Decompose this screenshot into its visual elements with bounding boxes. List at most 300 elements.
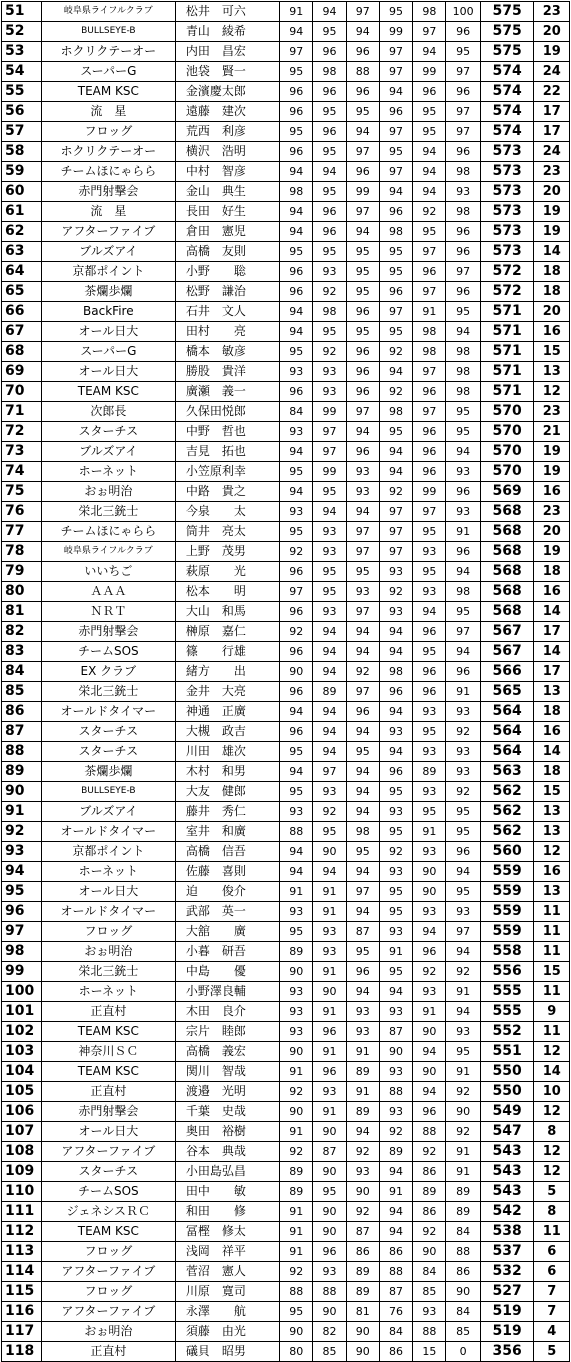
table-row (2, 742, 570, 762)
rank-cell: 52 (2, 22, 42, 42)
series-score-cell: 96 (313, 202, 346, 222)
table-row (2, 442, 570, 462)
series-score-cell: 94 (346, 902, 379, 922)
rank-cell: 69 (2, 362, 42, 382)
series-score-cell: 97 (346, 402, 379, 422)
table-row (2, 322, 570, 342)
series-score-cell: 87 (379, 1022, 412, 1042)
series-score-cell: 91 (413, 822, 446, 842)
shooter-name-cell: 神通 正廣 (175, 702, 279, 722)
inner-ten-count-cell: 11 (534, 922, 570, 942)
shooter-name-cell: 池袋 賢一 (175, 62, 279, 82)
rank-cell: 72 (2, 422, 42, 442)
series-score-cell: 93 (413, 842, 446, 862)
inner-ten-count-cell: 12 (534, 842, 570, 862)
table-row (2, 682, 570, 702)
series-score-cell: 92 (413, 1142, 446, 1162)
inner-ten-count-cell: 13 (534, 882, 570, 902)
inner-ten-count-cell: 13 (534, 822, 570, 842)
series-score-cell: 97 (379, 502, 412, 522)
series-score-cell: 95 (379, 142, 412, 162)
series-score-cell: 86 (446, 1262, 480, 1282)
club-cell: ブルズアイ (41, 442, 175, 462)
series-score-cell: 92 (413, 1222, 446, 1242)
series-score-cell: 91 (446, 982, 480, 1002)
rank-cell: 78 (2, 542, 42, 562)
series-score-cell: 89 (313, 682, 346, 702)
total-score-cell: 571 (480, 322, 534, 342)
series-score-cell: 96 (413, 462, 446, 482)
series-score-cell: 93 (413, 742, 446, 762)
table-row (2, 362, 570, 382)
series-score-cell: 91 (280, 1242, 313, 1262)
rank-cell: 61 (2, 202, 42, 222)
series-score-cell: 92 (379, 342, 412, 362)
series-score-cell: 93 (313, 602, 346, 622)
series-score-cell: 94 (280, 22, 313, 42)
table-row (2, 962, 570, 982)
series-score-cell: 96 (413, 682, 446, 702)
rank-cell: 56 (2, 102, 42, 122)
series-score-cell: 95 (379, 822, 412, 842)
table-row (2, 602, 570, 622)
series-score-cell: 89 (346, 1262, 379, 1282)
series-score-cell: 91 (280, 1202, 313, 1222)
series-score-cell: 97 (379, 162, 412, 182)
series-score-cell: 89 (346, 1282, 379, 1302)
rank-cell: 86 (2, 702, 42, 722)
series-score-cell: 93 (446, 462, 480, 482)
series-score-cell: 94 (413, 162, 446, 182)
total-score-cell: 550 (480, 1082, 534, 1102)
rank-cell: 68 (2, 342, 42, 362)
series-score-cell: 90 (313, 1162, 346, 1182)
series-score-cell: 94 (280, 222, 313, 242)
series-score-cell: 90 (313, 982, 346, 1002)
series-score-cell: 86 (379, 1242, 412, 1262)
table-row (2, 1302, 570, 1322)
total-score-cell: 547 (480, 1122, 534, 1142)
rank-cell: 104 (2, 1062, 42, 1082)
total-score-cell: 572 (480, 262, 534, 282)
series-score-cell: 92 (346, 1202, 379, 1222)
series-score-cell: 94 (379, 182, 412, 202)
inner-ten-count-cell: 13 (534, 802, 570, 822)
series-score-cell: 93 (413, 702, 446, 722)
series-score-cell: 76 (379, 1302, 412, 1322)
table-row (2, 522, 570, 542)
series-score-cell: 89 (446, 1202, 480, 1222)
series-score-cell: 96 (413, 382, 446, 402)
total-score-cell: 567 (480, 642, 534, 662)
series-score-cell: 93 (280, 982, 313, 1002)
series-score-cell: 90 (413, 862, 446, 882)
series-score-cell: 94 (280, 442, 313, 462)
rank-cell: 65 (2, 282, 42, 302)
rank-cell: 87 (2, 722, 42, 742)
shooter-name-cell: 木村 和男 (175, 762, 279, 782)
inner-ten-count-cell: 23 (534, 502, 570, 522)
rank-cell: 57 (2, 122, 42, 142)
series-score-cell: 96 (346, 382, 379, 402)
series-score-cell: 95 (413, 522, 446, 542)
shooter-name-cell: 横沢 浩明 (175, 142, 279, 162)
series-score-cell: 93 (346, 1002, 379, 1022)
series-score-cell: 94 (446, 642, 480, 662)
club-cell: ホクリクテーオー (41, 142, 175, 162)
shooter-name-cell: 大山 和馬 (175, 602, 279, 622)
inner-ten-count-cell: 20 (534, 522, 570, 542)
club-cell: 正直村 (41, 1002, 175, 1022)
inner-ten-count-cell: 19 (534, 42, 570, 62)
club-cell: チームほにゃらら (41, 162, 175, 182)
series-score-cell: 96 (446, 842, 480, 862)
series-score-cell: 94 (313, 162, 346, 182)
club-cell: 岐阜県ライフルクラブ (41, 542, 175, 562)
series-score-cell: 94 (280, 322, 313, 342)
series-score-cell: 93 (446, 502, 480, 522)
table-row (2, 102, 570, 122)
series-score-cell: 90 (313, 1302, 346, 1322)
series-score-cell: 92 (446, 722, 480, 742)
rank-cell: 96 (2, 902, 42, 922)
series-score-cell: 15 (413, 1342, 446, 1362)
series-score-cell: 97 (413, 402, 446, 422)
series-score-cell: 98 (446, 342, 480, 362)
table-row (2, 162, 570, 182)
series-score-cell: 94 (379, 742, 412, 762)
table-row (2, 942, 570, 962)
rank-cell: 55 (2, 82, 42, 102)
series-score-cell: 94 (379, 362, 412, 382)
series-score-cell: 95 (313, 142, 346, 162)
series-score-cell: 93 (379, 802, 412, 822)
table-row (2, 782, 570, 802)
shooter-name-cell: 田中 敏 (175, 1182, 279, 1202)
series-score-cell: 95 (379, 782, 412, 802)
series-score-cell: 94 (346, 122, 379, 142)
total-score-cell: 574 (480, 122, 534, 142)
inner-ten-count-cell: 12 (534, 1162, 570, 1182)
series-score-cell: 94 (379, 642, 412, 662)
series-score-cell: 96 (379, 102, 412, 122)
series-score-cell: 95 (379, 902, 412, 922)
series-score-cell: 96 (313, 1242, 346, 1262)
table-row (2, 762, 570, 782)
table-row (2, 842, 570, 862)
series-score-cell: 92 (313, 342, 346, 362)
series-score-cell: 95 (446, 602, 480, 622)
series-score-cell: 95 (280, 922, 313, 942)
rank-cell: 54 (2, 62, 42, 82)
club-cell: チームSOS (41, 642, 175, 662)
series-score-cell: 97 (446, 622, 480, 642)
series-score-cell: 93 (313, 782, 346, 802)
series-score-cell: 95 (379, 2, 412, 22)
rank-cell: 105 (2, 1082, 42, 1102)
series-score-cell: 97 (413, 242, 446, 262)
series-score-cell: 93 (413, 902, 446, 922)
total-score-cell: 356 (480, 1342, 534, 1362)
series-score-cell: 93 (379, 1002, 412, 1022)
series-score-cell: 96 (446, 542, 480, 562)
club-cell: 京都ポイント (41, 842, 175, 862)
series-score-cell: 88 (313, 1282, 346, 1302)
series-score-cell: 94 (379, 1162, 412, 1182)
table-row (2, 462, 570, 482)
club-cell: スターチス (41, 742, 175, 762)
series-score-cell: 94 (379, 702, 412, 722)
table-row (2, 982, 570, 1002)
series-score-cell: 93 (313, 262, 346, 282)
series-score-cell: 92 (379, 582, 412, 602)
total-score-cell: 562 (480, 822, 534, 842)
table-row (2, 122, 570, 142)
series-score-cell: 95 (313, 562, 346, 582)
series-score-cell: 95 (280, 522, 313, 542)
series-score-cell: 90 (280, 962, 313, 982)
total-score-cell: 559 (480, 862, 534, 882)
series-score-cell: 93 (413, 582, 446, 602)
inner-ten-count-cell: 6 (534, 1262, 570, 1282)
shooter-name-cell: 橋本 敏彦 (175, 342, 279, 362)
series-score-cell: 94 (413, 1042, 446, 1062)
club-cell: スターチス (41, 1162, 175, 1182)
inner-ten-count-cell: 17 (534, 122, 570, 142)
shooter-name-cell: 千葉 史哉 (175, 1102, 279, 1122)
series-score-cell: 96 (280, 262, 313, 282)
table-row (2, 1342, 570, 1362)
club-cell: ホーネット (41, 462, 175, 482)
inner-ten-count-cell: 6 (534, 1242, 570, 1262)
series-score-cell: 84 (413, 1262, 446, 1282)
series-score-cell: 99 (379, 22, 412, 42)
series-score-cell: 94 (346, 982, 379, 1002)
series-score-cell: 86 (413, 1202, 446, 1222)
inner-ten-count-cell: 22 (534, 82, 570, 102)
series-score-cell: 93 (446, 182, 480, 202)
series-score-cell: 95 (379, 242, 412, 262)
rank-cell: 76 (2, 502, 42, 522)
series-score-cell: 97 (446, 922, 480, 942)
series-score-cell: 94 (413, 602, 446, 622)
series-score-cell: 90 (446, 1102, 480, 1122)
rank-cell: 71 (2, 402, 42, 422)
total-score-cell: 573 (480, 182, 534, 202)
series-score-cell: 94 (313, 2, 346, 22)
series-score-cell: 93 (346, 482, 379, 502)
inner-ten-count-cell: 21 (534, 422, 570, 442)
inner-ten-count-cell: 7 (534, 1282, 570, 1302)
series-score-cell: 90 (346, 1322, 379, 1342)
series-score-cell: 92 (280, 542, 313, 562)
series-score-cell: 90 (313, 842, 346, 862)
table-row (2, 22, 570, 42)
series-score-cell: 95 (379, 262, 412, 282)
rank-cell: 108 (2, 1142, 42, 1162)
series-score-cell: 94 (446, 322, 480, 342)
total-score-cell: 574 (480, 82, 534, 102)
table-row (2, 502, 570, 522)
total-score-cell: 564 (480, 722, 534, 742)
inner-ten-count-cell: 11 (534, 1022, 570, 1042)
shooter-name-cell: 勝股 貴洋 (175, 362, 279, 382)
series-score-cell: 98 (313, 62, 346, 82)
series-score-cell: 95 (379, 322, 412, 342)
series-score-cell: 94 (280, 842, 313, 862)
series-score-cell: 98 (379, 662, 412, 682)
series-score-cell: 96 (413, 442, 446, 462)
series-score-cell: 91 (313, 1002, 346, 1022)
series-score-cell: 93 (413, 1302, 446, 1322)
series-score-cell: 94 (346, 762, 379, 782)
total-score-cell: 573 (480, 242, 534, 262)
club-cell: 次郎長 (41, 402, 175, 422)
table-row (2, 802, 570, 822)
total-score-cell: 519 (480, 1322, 534, 1342)
club-cell: ホーネット (41, 982, 175, 1002)
club-cell: チームほにゃらら (41, 522, 175, 542)
series-score-cell: 91 (280, 882, 313, 902)
shooter-name-cell: 武部 英一 (175, 902, 279, 922)
club-cell: BULLSEYE-B (41, 782, 175, 802)
series-score-cell: 94 (379, 1222, 412, 1242)
rank-cell: 106 (2, 1102, 42, 1122)
series-score-cell: 84 (446, 1222, 480, 1242)
shooter-name-cell: 筒井 亮太 (175, 522, 279, 542)
series-score-cell: 92 (280, 1262, 313, 1282)
series-score-cell: 94 (280, 302, 313, 322)
club-cell: オール日大 (41, 882, 175, 902)
series-score-cell: 95 (346, 282, 379, 302)
series-score-cell: 97 (346, 882, 379, 902)
series-score-cell: 96 (446, 242, 480, 262)
series-score-cell: 95 (446, 302, 480, 322)
club-cell: 流 星 (41, 202, 175, 222)
series-score-cell: 93 (280, 802, 313, 822)
club-cell: 茶爛歩爛 (41, 762, 175, 782)
series-score-cell: 86 (346, 1242, 379, 1262)
total-score-cell: 568 (480, 522, 534, 542)
series-score-cell: 88 (280, 1282, 313, 1302)
rank-cell: 116 (2, 1302, 42, 1322)
total-score-cell: 538 (480, 1222, 534, 1242)
series-score-cell: 90 (346, 1342, 379, 1362)
total-score-cell: 559 (480, 902, 534, 922)
series-score-cell: 96 (446, 482, 480, 502)
series-score-cell: 91 (280, 1222, 313, 1242)
total-score-cell: 560 (480, 842, 534, 862)
series-score-cell: 93 (413, 542, 446, 562)
shooter-name-cell: 松本 明 (175, 582, 279, 602)
club-cell: ブルズアイ (41, 802, 175, 822)
total-score-cell: 552 (480, 1022, 534, 1042)
series-score-cell: 94 (446, 562, 480, 582)
total-score-cell: 567 (480, 622, 534, 642)
series-score-cell: 97 (379, 122, 412, 142)
series-score-cell: 95 (313, 182, 346, 202)
club-cell: フロッグ (41, 1282, 175, 1302)
shooter-name-cell: 榊原 嘉仁 (175, 622, 279, 642)
series-score-cell: 89 (280, 942, 313, 962)
total-score-cell: 569 (480, 482, 534, 502)
inner-ten-count-cell: 12 (534, 1142, 570, 1162)
series-score-cell: 96 (313, 1062, 346, 1082)
series-score-cell: 97 (413, 362, 446, 382)
table-row (2, 62, 570, 82)
table-row (2, 262, 570, 282)
rank-cell: 100 (2, 982, 42, 1002)
shooter-name-cell: 谷本 典哉 (175, 1142, 279, 1162)
series-score-cell: 88 (346, 62, 379, 82)
club-cell: おぉ明治 (41, 942, 175, 962)
series-score-cell: 95 (280, 462, 313, 482)
series-score-cell: 96 (413, 422, 446, 442)
inner-ten-count-cell: 15 (534, 342, 570, 362)
series-score-cell: 97 (379, 542, 412, 562)
total-score-cell: 573 (480, 202, 534, 222)
total-score-cell: 559 (480, 882, 534, 902)
series-score-cell: 94 (413, 182, 446, 202)
series-score-cell: 92 (379, 482, 412, 502)
table-row (2, 562, 570, 582)
series-score-cell: 94 (379, 442, 412, 462)
rank-cell: 112 (2, 1222, 42, 1242)
inner-ten-count-cell: 13 (534, 682, 570, 702)
rank-cell: 99 (2, 962, 42, 982)
series-score-cell: 94 (313, 502, 346, 522)
series-score-cell: 96 (346, 302, 379, 322)
total-score-cell: 568 (480, 542, 534, 562)
series-score-cell: 96 (313, 122, 346, 142)
shooter-name-cell: 廣瀬 義一 (175, 382, 279, 402)
series-score-cell: 95 (313, 822, 346, 842)
series-score-cell: 94 (413, 142, 446, 162)
rank-cell: 103 (2, 1042, 42, 1062)
series-score-cell: 97 (413, 282, 446, 302)
table-row (2, 1042, 570, 1062)
series-score-cell: 94 (313, 622, 346, 642)
shooter-name-cell: 倉田 憲児 (175, 222, 279, 242)
series-score-cell: 87 (313, 1142, 346, 1162)
total-score-cell: 565 (480, 682, 534, 702)
shooter-name-cell: 佐藤 喜則 (175, 862, 279, 882)
club-cell: ＮＲＴ (41, 602, 175, 622)
series-score-cell: 93 (379, 922, 412, 942)
total-score-cell: 570 (480, 442, 534, 462)
total-score-cell: 542 (480, 1202, 534, 1222)
series-score-cell: 96 (313, 222, 346, 242)
series-score-cell: 90 (280, 1102, 313, 1122)
total-score-cell: 543 (480, 1142, 534, 1162)
series-score-cell: 94 (313, 722, 346, 742)
series-score-cell: 93 (313, 382, 346, 402)
series-score-cell: 94 (379, 82, 412, 102)
shooter-name-cell: 長田 好生 (175, 202, 279, 222)
series-score-cell: 93 (280, 902, 313, 922)
series-score-cell: 93 (413, 982, 446, 1002)
rank-cell: 97 (2, 922, 42, 942)
series-score-cell: 96 (280, 142, 313, 162)
series-score-cell: 93 (280, 502, 313, 522)
club-cell: オールドタイマー (41, 702, 175, 722)
series-score-cell: 95 (313, 1182, 346, 1202)
series-score-cell: 98 (379, 402, 412, 422)
table-row (2, 1222, 570, 1242)
series-score-cell: 95 (446, 1042, 480, 1062)
shooter-name-cell: 吉見 拓也 (175, 442, 279, 462)
series-score-cell: 98 (313, 302, 346, 322)
